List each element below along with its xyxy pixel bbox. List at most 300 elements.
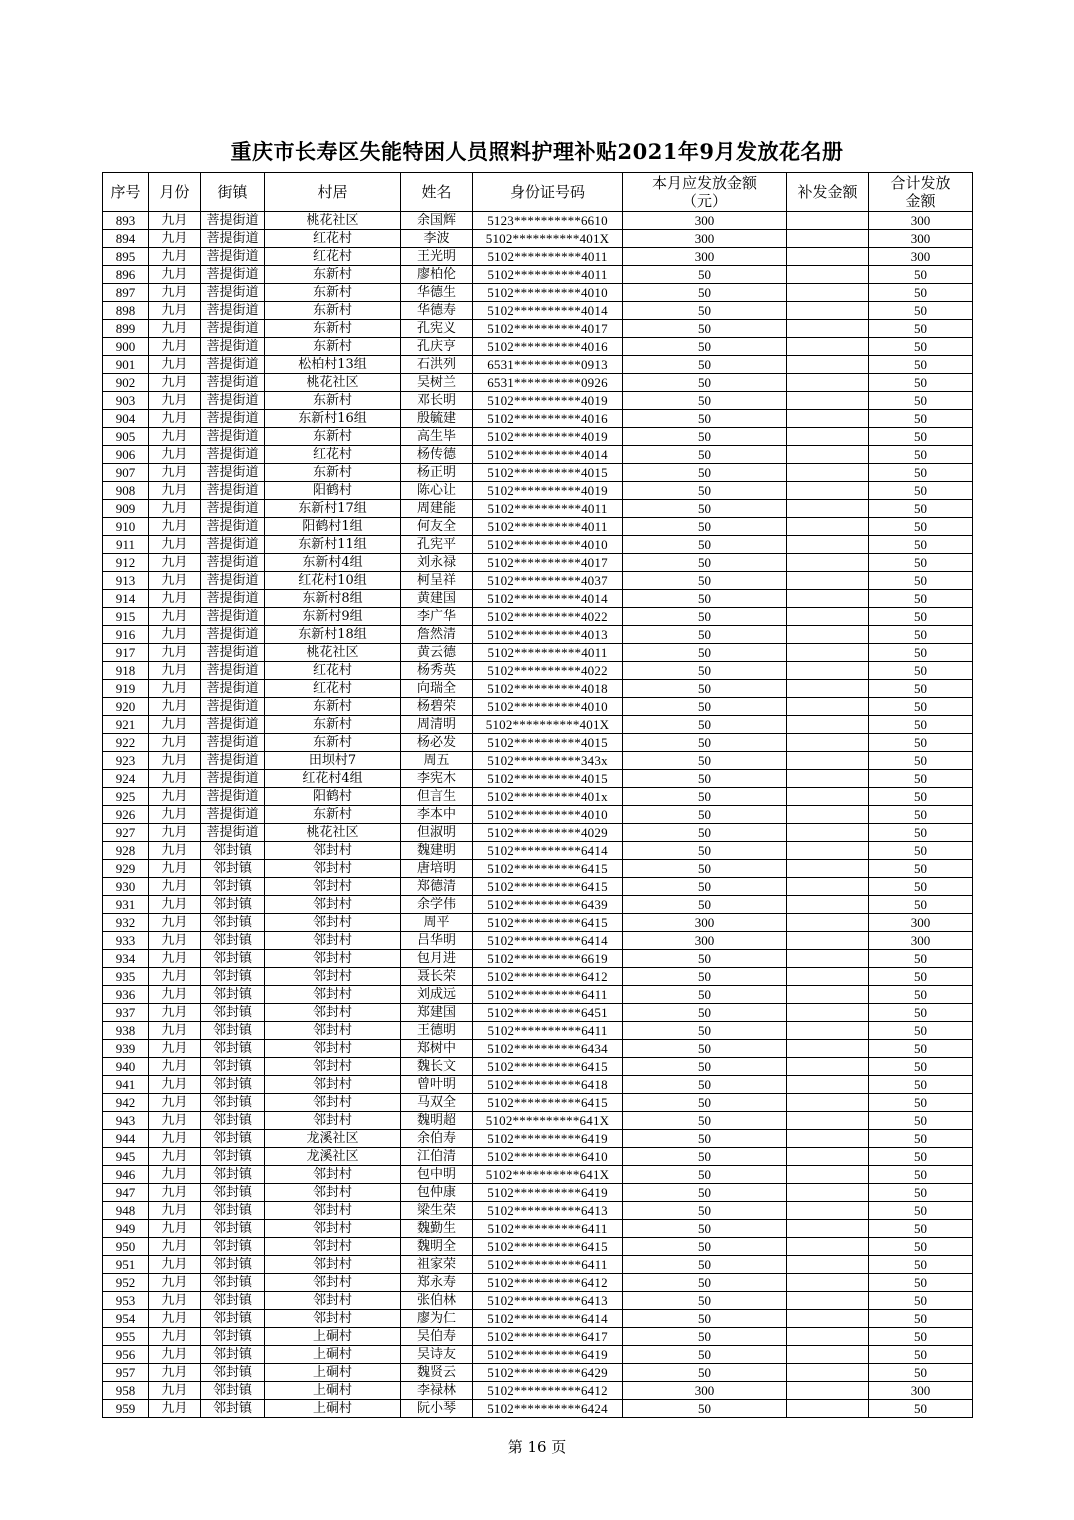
total-cell: 50: [869, 1148, 973, 1166]
id-number-cell: 5102**********6415: [473, 1094, 623, 1112]
table-row: [103, 698, 973, 716]
town-cell: 菩提街道: [201, 230, 265, 248]
id-number-cell: 5102**********4017: [473, 554, 623, 572]
total-cell: 300: [869, 230, 973, 248]
due-amount-cell: 50: [623, 1400, 787, 1418]
month-cell: 九月: [149, 608, 201, 626]
due-amount-cell: 300: [623, 914, 787, 932]
town-cell: 菩提街道: [201, 644, 265, 662]
name-cell: 张伯林: [401, 1292, 473, 1310]
id-number-cell: 5102**********6410: [473, 1148, 623, 1166]
id-number-cell: 5102**********4015: [473, 734, 623, 752]
table-row: [103, 1094, 973, 1112]
total-cell: 50: [869, 860, 973, 878]
town-cell: 邻封镇: [201, 1292, 265, 1310]
total-cell: 50: [869, 698, 973, 716]
village-cell: 红花村: [265, 680, 401, 698]
name-cell: 杨传德: [401, 446, 473, 464]
month-cell: 九月: [149, 1292, 201, 1310]
town-cell: 邻封镇: [201, 1310, 265, 1328]
seq-cell: 914: [103, 590, 149, 608]
village-cell: 东新村: [265, 806, 401, 824]
due-amount-cell: 50: [623, 770, 787, 788]
supplement-cell: [787, 752, 869, 770]
total-cell: 300: [869, 932, 973, 950]
town-cell: 邻封镇: [201, 1238, 265, 1256]
month-cell: 九月: [149, 1346, 201, 1364]
seq-cell: 894: [103, 230, 149, 248]
seq-cell: 910: [103, 518, 149, 536]
seq-cell: 945: [103, 1148, 149, 1166]
due-amount-cell: 50: [623, 1274, 787, 1292]
name-cell: 魏明超: [401, 1112, 473, 1130]
table-row: [103, 1148, 973, 1166]
month-cell: 九月: [149, 1220, 201, 1238]
table-row: [103, 986, 973, 1004]
month-cell: 九月: [149, 1310, 201, 1328]
seq-cell: 951: [103, 1256, 149, 1274]
table-row: [103, 302, 973, 320]
month-cell: 九月: [149, 680, 201, 698]
table-row: [103, 500, 973, 518]
town-cell: 邻封镇: [201, 1364, 265, 1382]
name-cell: 殷毓建: [401, 410, 473, 428]
town-cell: 邻封镇: [201, 1202, 265, 1220]
month-cell: 九月: [149, 878, 201, 896]
town-cell: 邻封镇: [201, 1148, 265, 1166]
due-amount-cell: 50: [623, 590, 787, 608]
supplement-cell: [787, 1346, 869, 1364]
table-row: [103, 1328, 973, 1346]
due-amount-cell: 50: [623, 500, 787, 518]
name-cell: 魏勤生: [401, 1220, 473, 1238]
seq-cell: 901: [103, 356, 149, 374]
total-cell: 300: [869, 212, 973, 230]
name-cell: 何友全: [401, 518, 473, 536]
due-amount-cell: 50: [623, 878, 787, 896]
due-amount-cell: 50: [623, 536, 787, 554]
village-cell: 邻封村: [265, 1166, 401, 1184]
month-cell: 九月: [149, 536, 201, 554]
town-cell: 菩提街道: [201, 212, 265, 230]
id-number-cell: 5102**********6414: [473, 932, 623, 950]
table-row: [103, 950, 973, 968]
seq-cell: 935: [103, 968, 149, 986]
supplement-cell: [787, 1274, 869, 1292]
roster-table: [102, 172, 973, 1418]
month-cell: 九月: [149, 626, 201, 644]
month-cell: 九月: [149, 428, 201, 446]
town-cell: 邻封镇: [201, 1040, 265, 1058]
due-amount-cell: 50: [623, 1166, 787, 1184]
header-due-amount: [623, 173, 787, 212]
village-cell: 邻封村: [265, 878, 401, 896]
supplement-cell: [787, 626, 869, 644]
table-row: [103, 572, 973, 590]
town-cell: 邻封镇: [201, 950, 265, 968]
id-number-cell: 5102**********6414: [473, 842, 623, 860]
name-cell: 吴树兰: [401, 374, 473, 392]
month-cell: 九月: [149, 1274, 201, 1292]
name-cell: 李广华: [401, 608, 473, 626]
name-cell: 聂长荣: [401, 968, 473, 986]
total-cell: 50: [869, 1022, 973, 1040]
name-cell: 郑树中: [401, 1040, 473, 1058]
village-cell: 邻封村: [265, 968, 401, 986]
town-cell: 菩提街道: [201, 518, 265, 536]
town-cell: 菩提街道: [201, 248, 265, 266]
town-cell: 邻封镇: [201, 932, 265, 950]
total-cell: 50: [869, 626, 973, 644]
seq-cell: 940: [103, 1058, 149, 1076]
table-row: [103, 518, 973, 536]
town-cell: 邻封镇: [201, 1184, 265, 1202]
village-cell: 桃花社区: [265, 212, 401, 230]
seq-cell: 902: [103, 374, 149, 392]
village-cell: 桃花社区: [265, 374, 401, 392]
village-cell: 邻封村: [265, 1022, 401, 1040]
town-cell: 邻封镇: [201, 1256, 265, 1274]
total-cell: 50: [869, 1094, 973, 1112]
town-cell: 菩提街道: [201, 428, 265, 446]
town-cell: 菩提街道: [201, 374, 265, 392]
town-cell: 菩提街道: [201, 356, 265, 374]
seq-cell: 944: [103, 1130, 149, 1148]
table-row: [103, 842, 973, 860]
id-number-cell: 5102**********401X: [473, 230, 623, 248]
total-cell: 50: [869, 518, 973, 536]
table-row: [103, 914, 973, 932]
name-cell: 祖家荣: [401, 1256, 473, 1274]
due-amount-cell: 50: [623, 1004, 787, 1022]
supplement-cell: [787, 1310, 869, 1328]
due-amount-cell: 50: [623, 842, 787, 860]
supplement-cell: [787, 860, 869, 878]
id-number-cell: 5102**********6413: [473, 1202, 623, 1220]
name-cell: 吕华明: [401, 932, 473, 950]
village-cell: 东新村: [265, 284, 401, 302]
total-cell: 50: [869, 680, 973, 698]
month-cell: 九月: [149, 1148, 201, 1166]
month-cell: 九月: [149, 950, 201, 968]
name-cell: 郑德清: [401, 878, 473, 896]
due-amount-cell: 50: [623, 1328, 787, 1346]
due-amount-cell: 50: [623, 1130, 787, 1148]
seq-cell: 922: [103, 734, 149, 752]
seq-cell: 896: [103, 266, 149, 284]
supplement-cell: [787, 1292, 869, 1310]
seq-cell: 907: [103, 464, 149, 482]
total-cell: 50: [869, 1004, 973, 1022]
due-amount-cell: 50: [623, 1292, 787, 1310]
id-number-cell: 5102**********6434: [473, 1040, 623, 1058]
id-number-cell: 5102**********401X: [473, 716, 623, 734]
month-cell: 九月: [149, 896, 201, 914]
month-cell: 九月: [149, 932, 201, 950]
due-amount-cell: 50: [623, 1346, 787, 1364]
id-number-cell: 5102**********4011: [473, 266, 623, 284]
total-cell: 50: [869, 608, 973, 626]
total-cell: 50: [869, 266, 973, 284]
due-amount-cell: 50: [623, 1184, 787, 1202]
month-cell: 九月: [149, 788, 201, 806]
supplement-cell: [787, 734, 869, 752]
table-row: [103, 662, 973, 680]
seq-cell: 905: [103, 428, 149, 446]
id-number-cell: 5102**********6419: [473, 1130, 623, 1148]
total-cell: 50: [869, 878, 973, 896]
total-cell: 50: [869, 500, 973, 518]
seq-cell: 929: [103, 860, 149, 878]
village-cell: 红花村10组: [265, 572, 401, 590]
town-cell: 菩提街道: [201, 554, 265, 572]
supplement-cell: [787, 446, 869, 464]
village-cell: 上硐村: [265, 1328, 401, 1346]
total-cell: 50: [869, 284, 973, 302]
seq-cell: 959: [103, 1400, 149, 1418]
village-cell: 东新村: [265, 734, 401, 752]
total-cell: 50: [869, 1166, 973, 1184]
town-cell: 菩提街道: [201, 680, 265, 698]
supplement-cell: [787, 410, 869, 428]
name-cell: 包中明: [401, 1166, 473, 1184]
total-cell: 300: [869, 1382, 973, 1400]
total-cell: 50: [869, 644, 973, 662]
due-amount-cell: 50: [623, 1040, 787, 1058]
table-row: [103, 1058, 973, 1076]
due-amount-cell: 50: [623, 482, 787, 500]
village-cell: 东新村: [265, 428, 401, 446]
seq-cell: 924: [103, 770, 149, 788]
id-number-cell: 5102**********4016: [473, 410, 623, 428]
name-cell: 周五: [401, 752, 473, 770]
supplement-cell: [787, 824, 869, 842]
supplement-cell: [787, 356, 869, 374]
village-cell: 阳鹤村: [265, 482, 401, 500]
table-row: [103, 590, 973, 608]
village-cell: 邻封村: [265, 1076, 401, 1094]
month-cell: 九月: [149, 500, 201, 518]
supplement-cell: [787, 770, 869, 788]
supplement-cell: [787, 1040, 869, 1058]
due-amount-cell: 50: [623, 1094, 787, 1112]
name-cell: 孔宪平: [401, 536, 473, 554]
id-number-cell: 5102**********6424: [473, 1400, 623, 1418]
seq-cell: 939: [103, 1040, 149, 1058]
table-row: [103, 248, 973, 266]
name-cell: 包月进: [401, 950, 473, 968]
due-amount-cell: 50: [623, 1058, 787, 1076]
seq-cell: 909: [103, 500, 149, 518]
name-cell: 王光明: [401, 248, 473, 266]
supplement-cell: [787, 518, 869, 536]
header-total: [869, 173, 973, 212]
supplement-cell: [787, 590, 869, 608]
header-supplement: 补发金额: [787, 173, 869, 212]
due-amount-cell: 300: [623, 932, 787, 950]
table-row: [103, 266, 973, 284]
total-cell: 50: [869, 356, 973, 374]
village-cell: 邻封村: [265, 1004, 401, 1022]
due-amount-cell: 50: [623, 968, 787, 986]
name-cell: 周平: [401, 914, 473, 932]
table-row: [103, 230, 973, 248]
total-cell: 50: [869, 1346, 973, 1364]
town-cell: 菩提街道: [201, 320, 265, 338]
total-cell: 50: [869, 1058, 973, 1076]
page-title: 重庆市长寿区失能特困人员照料护理补贴2021年9月发放花名册: [230, 139, 844, 164]
month-cell: 九月: [149, 554, 201, 572]
seq-cell: 895: [103, 248, 149, 266]
id-number-cell: 5123**********6610: [473, 212, 623, 230]
id-number-cell: 5102**********343x: [473, 752, 623, 770]
supplement-cell: [787, 1220, 869, 1238]
due-amount-cell: 50: [623, 824, 787, 842]
header-month: 月份: [149, 173, 201, 212]
total-cell: 300: [869, 248, 973, 266]
id-number-cell: 5102**********4019: [473, 392, 623, 410]
supplement-cell: [787, 1004, 869, 1022]
due-amount-cell: 50: [623, 284, 787, 302]
table-row: [103, 1400, 973, 1418]
due-amount-cell: 50: [623, 572, 787, 590]
table-row: [103, 392, 973, 410]
supplement-cell: [787, 266, 869, 284]
town-cell: 邻封镇: [201, 1076, 265, 1094]
table-row: [103, 410, 973, 428]
village-cell: 东新村: [265, 302, 401, 320]
table-row: [103, 1292, 973, 1310]
seq-cell: 904: [103, 410, 149, 428]
total-cell: 50: [869, 1310, 973, 1328]
table-row: [103, 554, 973, 572]
month-cell: 九月: [149, 1112, 201, 1130]
month-cell: 九月: [149, 1256, 201, 1274]
name-cell: 杨秀英: [401, 662, 473, 680]
town-cell: 菩提街道: [201, 788, 265, 806]
month-cell: 九月: [149, 230, 201, 248]
seq-cell: 898: [103, 302, 149, 320]
due-amount-cell: 50: [623, 662, 787, 680]
due-amount-cell: 50: [623, 896, 787, 914]
total-cell: 50: [869, 554, 973, 572]
name-cell: 石洪列: [401, 356, 473, 374]
seq-cell: 954: [103, 1310, 149, 1328]
seq-cell: 930: [103, 878, 149, 896]
town-cell: 邻封镇: [201, 1004, 265, 1022]
table-row: [103, 1238, 973, 1256]
due-amount-cell: 50: [623, 1202, 787, 1220]
town-cell: 菩提街道: [201, 338, 265, 356]
supplement-cell: [787, 572, 869, 590]
id-number-cell: 5102**********4010: [473, 806, 623, 824]
village-cell: 红花村: [265, 248, 401, 266]
total-cell: 50: [869, 1328, 973, 1346]
month-cell: 九月: [149, 734, 201, 752]
supplement-cell: [787, 914, 869, 932]
town-cell: 邻封镇: [201, 986, 265, 1004]
village-cell: 邻封村: [265, 1310, 401, 1328]
due-amount-cell: 50: [623, 428, 787, 446]
town-cell: 邻封镇: [201, 1346, 265, 1364]
seq-cell: 899: [103, 320, 149, 338]
village-cell: 邻封村: [265, 950, 401, 968]
table-row: [103, 1112, 973, 1130]
seq-cell: 915: [103, 608, 149, 626]
seq-cell: 916: [103, 626, 149, 644]
table-row: [103, 482, 973, 500]
seq-cell: 912: [103, 554, 149, 572]
name-cell: 华德生: [401, 284, 473, 302]
village-cell: 邻封村: [265, 1094, 401, 1112]
id-number-cell: 5102**********4016: [473, 338, 623, 356]
town-cell: 邻封镇: [201, 1382, 265, 1400]
name-cell: 郑永寿: [401, 1274, 473, 1292]
supplement-cell: [787, 482, 869, 500]
supplement-cell: [787, 1256, 869, 1274]
name-cell: 周清明: [401, 716, 473, 734]
id-number-cell: 5102**********4017: [473, 320, 623, 338]
supplement-cell: [787, 428, 869, 446]
seq-cell: 908: [103, 482, 149, 500]
id-number-cell: 5102**********4029: [473, 824, 623, 842]
total-cell: 50: [869, 662, 973, 680]
table-row: [103, 1184, 973, 1202]
due-amount-cell: 50: [623, 266, 787, 284]
seq-cell: 917: [103, 644, 149, 662]
month-cell: 九月: [149, 986, 201, 1004]
village-cell: 邻封村: [265, 1292, 401, 1310]
name-cell: 李禄林: [401, 1382, 473, 1400]
town-cell: 菩提街道: [201, 806, 265, 824]
total-cell: 50: [869, 1364, 973, 1382]
town-cell: 菩提街道: [201, 716, 265, 734]
village-cell: 东新村17组: [265, 500, 401, 518]
name-cell: 华德寿: [401, 302, 473, 320]
header-due-amount-label: 本月应发放金额（元）: [651, 174, 757, 210]
total-cell: 50: [869, 806, 973, 824]
town-cell: 菩提街道: [201, 536, 265, 554]
id-number-cell: 5102**********4018: [473, 680, 623, 698]
seq-cell: 955: [103, 1328, 149, 1346]
supplement-cell: [787, 986, 869, 1004]
table-row: [103, 680, 973, 698]
supplement-cell: [787, 1166, 869, 1184]
due-amount-cell: 50: [623, 374, 787, 392]
town-cell: 邻封镇: [201, 1328, 265, 1346]
town-cell: 邻封镇: [201, 968, 265, 986]
month-cell: 九月: [149, 824, 201, 842]
town-cell: 邻封镇: [201, 1220, 265, 1238]
town-cell: 邻封镇: [201, 1022, 265, 1040]
seq-cell: 938: [103, 1022, 149, 1040]
supplement-cell: [787, 320, 869, 338]
name-cell: 李本中: [401, 806, 473, 824]
month-cell: 九月: [149, 1040, 201, 1058]
id-number-cell: 5102**********4013: [473, 626, 623, 644]
id-number-cell: 5102**********6451: [473, 1004, 623, 1022]
table-row: [103, 1364, 973, 1382]
month-cell: 九月: [149, 338, 201, 356]
month-cell: 九月: [149, 392, 201, 410]
id-number-cell: 5102**********4011: [473, 248, 623, 266]
seq-cell: 936: [103, 986, 149, 1004]
seq-cell: 931: [103, 896, 149, 914]
village-cell: 邻封村: [265, 896, 401, 914]
table-row: [103, 1076, 973, 1094]
month-cell: 九月: [149, 1328, 201, 1346]
village-cell: 红花村: [265, 662, 401, 680]
